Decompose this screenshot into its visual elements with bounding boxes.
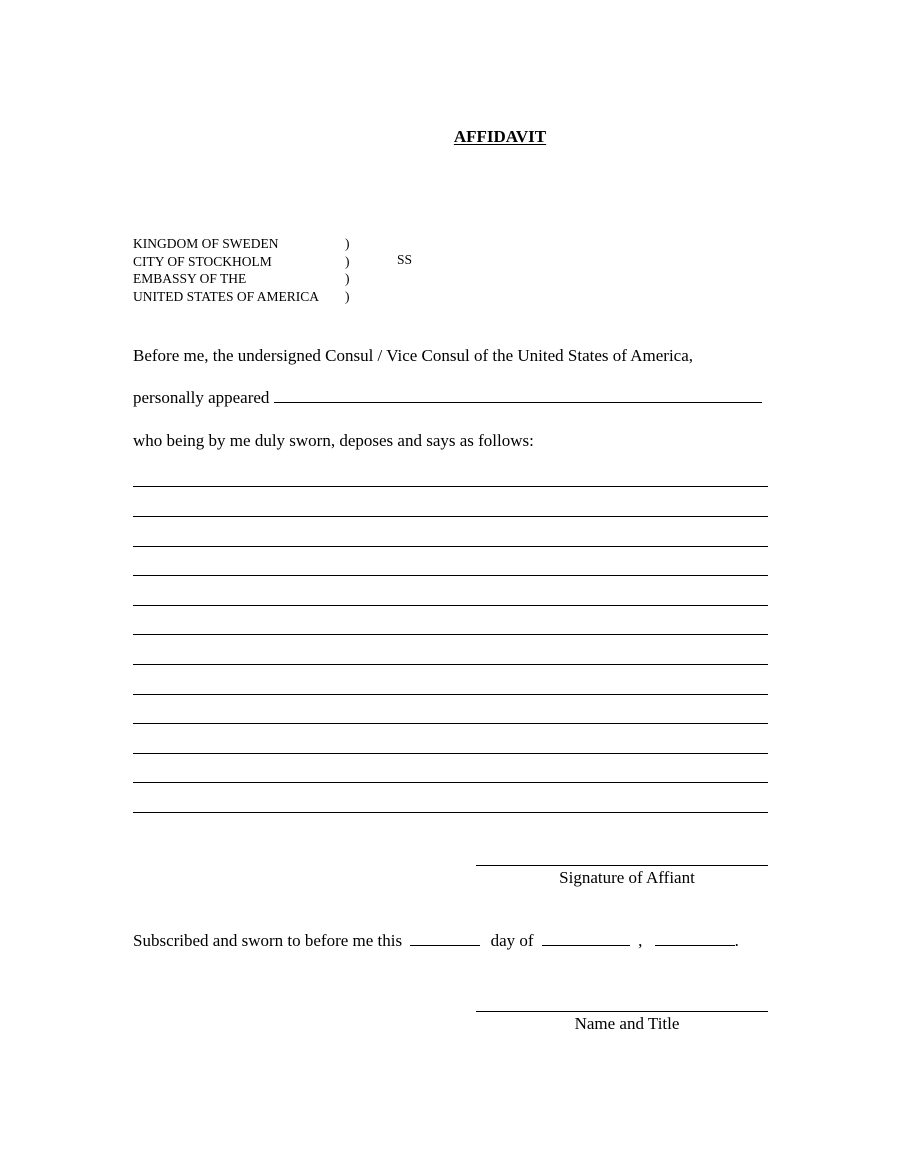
statement-line[interactable] — [133, 634, 768, 635]
venue-line-city — [133, 253, 350, 271]
officer-name-title-label: Name and Title — [574, 1014, 680, 1033]
appeared-line — [133, 388, 762, 408]
ss-mark: SS — [397, 252, 413, 267]
statement-line[interactable] — [133, 812, 768, 813]
appeared-label: personally appeared — [133, 388, 270, 407]
document-title: AFFIDAVIT — [453, 127, 547, 146]
jurat-period: . — [734, 931, 739, 950]
statement-line[interactable] — [133, 694, 768, 695]
venue-line-usa — [133, 288, 350, 306]
statement-line[interactable] — [133, 575, 768, 576]
venue-block — [133, 235, 350, 305]
affiant-signature-line[interactable] — [476, 865, 768, 866]
sworn-text: who being by me duly sworn, deposes and says as follows: — [133, 431, 534, 450]
affiant-name-blank[interactable] — [274, 388, 762, 403]
venue-paren: ) — [345, 271, 350, 286]
statement-line[interactable] — [133, 723, 768, 724]
statement-line[interactable] — [133, 664, 768, 665]
statement-line[interactable] — [133, 516, 768, 517]
statement-line[interactable] — [133, 782, 768, 783]
venue-text: KINGDOM OF SWEDEN — [133, 236, 279, 251]
affiant-signature-label: Signature of Affiant — [559, 868, 695, 887]
venue-paren: ) — [345, 236, 350, 251]
jurat-prefix: Subscribed and sworn to before me this — [133, 931, 403, 950]
statement-line[interactable] — [133, 753, 768, 754]
venue-paren: ) — [345, 253, 350, 269]
venue-paren: ) — [345, 288, 350, 304]
jurat-line — [133, 931, 739, 951]
month-blank[interactable] — [542, 931, 630, 946]
venue-text: UNITED STATES OF AMERICA — [133, 288, 320, 304]
jurat-comma: , — [638, 931, 643, 950]
statement-line[interactable] — [133, 605, 768, 606]
venue-line-embassy — [133, 270, 350, 288]
venue-text: EMBASSY OF THE — [133, 271, 247, 286]
venue-line-kingdom — [133, 235, 350, 253]
statement-line[interactable] — [133, 546, 768, 547]
jurat-day-of: day of — [490, 931, 534, 950]
year-blank[interactable] — [655, 931, 735, 946]
day-blank[interactable] — [410, 931, 480, 946]
statement-line[interactable] — [133, 486, 768, 487]
intro-text: Before me, the undersigned Consul / Vice Consul of the United States of America, — [133, 346, 694, 365]
officer-signature-line[interactable] — [476, 1011, 768, 1012]
venue-text: CITY OF STOCKHOLM — [133, 253, 272, 269]
